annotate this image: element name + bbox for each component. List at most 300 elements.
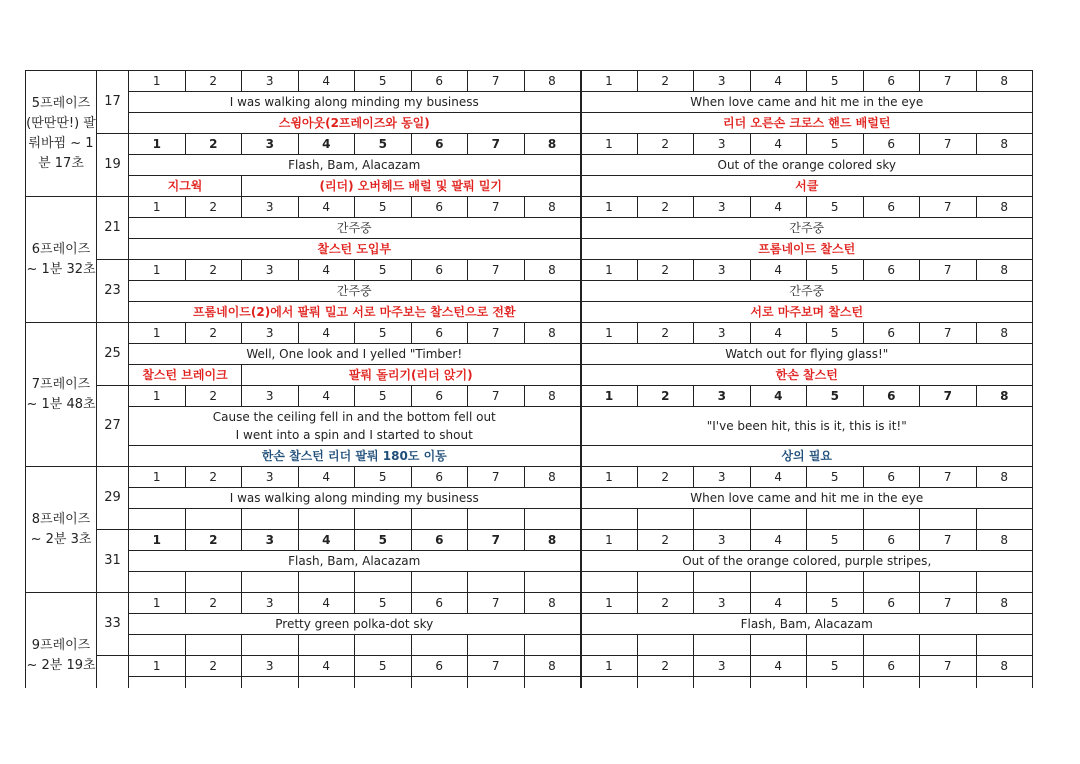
beat-count: 8	[976, 530, 1033, 551]
blank-cell	[976, 677, 1033, 689]
blank-cell	[411, 635, 468, 656]
move-cell: 한손 찰스턴 리더 팔뤄 180도 이동	[129, 446, 581, 467]
beat-count: 1	[129, 323, 186, 344]
beat-count: 1	[581, 134, 638, 155]
beat-count: 1	[581, 197, 638, 218]
beat-count: 5	[807, 656, 864, 677]
phrase-label: 8프레이즈 ~ 2분 3초	[26, 467, 97, 593]
blank-cell	[129, 509, 186, 530]
beat-count: 4	[750, 260, 807, 281]
beat-count: 4	[750, 530, 807, 551]
blank-cell	[524, 509, 581, 530]
blank-cell	[129, 572, 186, 593]
move-row	[26, 365, 1033, 386]
beat-count: 1	[129, 593, 186, 614]
blank-cell	[411, 509, 468, 530]
blank-cell	[581, 677, 638, 689]
beat-count: 7	[920, 71, 977, 92]
beat-count: 4	[750, 134, 807, 155]
lyric-cell: I was walking along minding my business	[129, 92, 581, 113]
beat-count: 8	[976, 197, 1033, 218]
blank-cell	[863, 677, 920, 689]
beat-count: 6	[411, 197, 468, 218]
move-cell: 리더 오른손 크로스 핸드 배럴턴	[581, 113, 1033, 134]
beat-count: 4	[750, 386, 807, 407]
blank-cell	[750, 635, 807, 656]
lyric-cell: 간주중	[129, 281, 581, 302]
measure-number: 19	[97, 134, 129, 197]
blank-cell	[185, 572, 242, 593]
blank-cell	[242, 509, 299, 530]
beat-count: 3	[694, 467, 751, 488]
beat-count: 2	[185, 134, 242, 155]
move-cell: 스윙아웃(2프레이즈와 동일)	[129, 113, 581, 134]
blank-cell	[807, 572, 864, 593]
beat-count: 2	[637, 467, 694, 488]
beat-count: 1	[129, 71, 186, 92]
beat-count: 4	[298, 386, 355, 407]
blank-cell	[694, 635, 751, 656]
beat-count: 4	[298, 71, 355, 92]
beat-count: 5	[807, 593, 864, 614]
lyric-cell: Pretty green polka-dot sky	[129, 614, 581, 635]
beat-count: 8	[976, 386, 1033, 407]
blank-cell	[976, 635, 1033, 656]
lyric-cell: Flash, Bam, Alacazam	[129, 551, 581, 572]
beat-count: 2	[637, 593, 694, 614]
blank-cell	[694, 572, 751, 593]
blank-cell	[411, 572, 468, 593]
phrase-label: 7프레이즈 ~ 1분 48초	[26, 323, 97, 467]
blank-cell	[411, 677, 468, 689]
beat-count: 1	[581, 323, 638, 344]
beat-count: 3	[242, 323, 299, 344]
blank-cell	[637, 572, 694, 593]
beat-count: 4	[750, 197, 807, 218]
lyric-cell: 간주중	[581, 281, 1033, 302]
move-row	[26, 302, 1033, 323]
beat-count: 3	[242, 467, 299, 488]
beat-count: 7	[468, 656, 525, 677]
beat-row	[26, 467, 1033, 488]
beat-row	[26, 134, 1033, 155]
beat-count: 6	[863, 467, 920, 488]
blank-cell	[694, 677, 751, 689]
beat-count: 6	[411, 656, 468, 677]
measure-number: 25	[97, 323, 129, 386]
beat-count: 2	[637, 323, 694, 344]
beat-count: 4	[298, 467, 355, 488]
choreography-sheet	[25, 70, 1033, 688]
blank-cell	[185, 677, 242, 689]
beat-count: 3	[694, 197, 751, 218]
lyric-row	[26, 677, 1033, 689]
beat-count: 5	[355, 197, 412, 218]
beat-count: 5	[807, 386, 864, 407]
beat-count: 3	[694, 260, 751, 281]
beat-count: 2	[185, 197, 242, 218]
beat-count: 2	[185, 530, 242, 551]
beat-count: 1	[129, 656, 186, 677]
beat-count: 3	[694, 593, 751, 614]
beat-count: 7	[920, 260, 977, 281]
beat-count: 6	[411, 134, 468, 155]
beat-count: 4	[298, 323, 355, 344]
beat-count: 7	[468, 197, 525, 218]
lyric-row	[26, 551, 1033, 572]
blank-cell	[524, 572, 581, 593]
beat-count: 3	[242, 197, 299, 218]
blank-cell	[863, 635, 920, 656]
beat-count: 1	[129, 197, 186, 218]
beat-count: 8	[976, 593, 1033, 614]
beat-count: 7	[920, 197, 977, 218]
beat-count: 5	[355, 593, 412, 614]
blank-cell	[750, 509, 807, 530]
beat-count: 6	[863, 197, 920, 218]
lyric-row	[26, 218, 1033, 239]
beat-count: 7	[920, 593, 977, 614]
beat-count: 7	[920, 134, 977, 155]
beat-count: 2	[637, 530, 694, 551]
measure-number: 31	[97, 530, 129, 593]
blank-cell	[298, 509, 355, 530]
move-cell: 찰스턴 도입부	[129, 239, 581, 260]
beat-count: 7	[468, 323, 525, 344]
blank-cell	[863, 572, 920, 593]
beat-count: 3	[242, 71, 299, 92]
beat-count: 2	[185, 656, 242, 677]
beat-count: 2	[185, 593, 242, 614]
blank-cell	[185, 509, 242, 530]
beat-count: 5	[807, 530, 864, 551]
beat-count: 8	[976, 323, 1033, 344]
beat-count: 8	[524, 656, 581, 677]
beat-count: 7	[920, 467, 977, 488]
beat-count: 6	[863, 134, 920, 155]
beat-count: 4	[750, 467, 807, 488]
blank-cell	[468, 572, 525, 593]
beat-count: 4	[750, 656, 807, 677]
beat-count: 1	[581, 593, 638, 614]
beat-count: 5	[355, 386, 412, 407]
beat-count: 8	[976, 656, 1033, 677]
lyric-cell: 간주중	[581, 218, 1033, 239]
lyric-cell: Out of the orange colored, purple stripes,	[581, 551, 1033, 572]
beat-count: 8	[524, 71, 581, 92]
beat-count: 8	[976, 467, 1033, 488]
move-row	[26, 113, 1033, 134]
beat-count: 7	[468, 71, 525, 92]
beat-row	[26, 197, 1033, 218]
phrase-label: 5프레이즈 (딴딴딴!) 팔뤄바뀜 ~ 1분 17초	[26, 71, 97, 197]
lyric-row	[26, 407, 1033, 446]
measure-number: 29	[97, 467, 129, 530]
lyric-row	[26, 488, 1033, 509]
move-row	[26, 509, 1033, 530]
beat-count: 5	[807, 134, 864, 155]
beat-count: 3	[694, 134, 751, 155]
beat-count: 1	[581, 71, 638, 92]
lyric-row	[26, 344, 1033, 365]
blank-cell	[807, 635, 864, 656]
lyric-cell: When love came and hit me in the eye	[581, 92, 1033, 113]
phrase-label: 9프레이즈 ~ 2분 19초	[26, 593, 97, 689]
measure-number: 23	[97, 260, 129, 323]
beat-count: 5	[807, 260, 864, 281]
beat-count: 3	[694, 656, 751, 677]
blank-cell	[355, 509, 412, 530]
beat-count: 1	[581, 530, 638, 551]
beat-count: 4	[750, 323, 807, 344]
lyric-cell: Flash, Bam, Alacazam	[129, 155, 581, 176]
beat-count: 1	[581, 467, 638, 488]
beat-count: 2	[185, 323, 242, 344]
beat-count: 2	[185, 71, 242, 92]
beat-count: 8	[524, 260, 581, 281]
beat-count: 8	[976, 134, 1033, 155]
beat-count: 2	[637, 71, 694, 92]
beat-count: 4	[750, 593, 807, 614]
beat-count: 5	[807, 197, 864, 218]
beat-count: 5	[355, 656, 412, 677]
blank-cell	[976, 509, 1033, 530]
move-row	[26, 635, 1033, 656]
move-cell: 팔뤄 돌리기(리더 앉기)	[242, 365, 581, 386]
beat-count: 3	[694, 71, 751, 92]
beat-count: 6	[863, 71, 920, 92]
beat-count: 6	[411, 530, 468, 551]
beat-count: 4	[298, 260, 355, 281]
blank-cell	[185, 635, 242, 656]
blank-cell	[242, 677, 299, 689]
lyric-cell	[129, 407, 581, 446]
move-cell: 상의 필요	[581, 446, 1033, 467]
beat-count: 1	[581, 260, 638, 281]
lyric-cell: When love came and hit me in the eye	[581, 488, 1033, 509]
blank-cell	[920, 677, 977, 689]
move-cell: 서클	[581, 176, 1033, 197]
beat-count: 8	[524, 593, 581, 614]
lyric-row	[26, 281, 1033, 302]
blank-cell	[298, 635, 355, 656]
beat-count: 3	[694, 386, 751, 407]
beat-count: 7	[468, 134, 525, 155]
phrase-label: 6프레이즈 ~ 1분 32초	[26, 197, 97, 323]
beat-count: 8	[524, 386, 581, 407]
beat-count: 5	[355, 134, 412, 155]
move-cell: 찰스턴 브레이크	[129, 365, 242, 386]
blank-cell	[298, 677, 355, 689]
beat-count: 2	[637, 134, 694, 155]
beat-count: 1	[129, 530, 186, 551]
beat-count: 1	[129, 134, 186, 155]
beat-count: 4	[298, 134, 355, 155]
blank-cell	[468, 509, 525, 530]
move-cell: (리더) 오버헤드 배럴 및 팔뤄 밀기	[242, 176, 581, 197]
beat-row	[26, 260, 1033, 281]
choreography-table	[25, 70, 1033, 688]
beat-count: 4	[298, 530, 355, 551]
lyric-row	[26, 155, 1033, 176]
beat-count: 1	[129, 386, 186, 407]
measure-number: 17	[97, 71, 129, 134]
lyric-row	[26, 614, 1033, 635]
blank-cell	[637, 635, 694, 656]
beat-count: 3	[242, 134, 299, 155]
beat-count: 5	[355, 530, 412, 551]
beat-count: 2	[637, 386, 694, 407]
beat-count: 2	[185, 467, 242, 488]
beat-count: 4	[298, 197, 355, 218]
move-cell: 지그웍	[129, 176, 242, 197]
beat-count: 3	[242, 593, 299, 614]
blank-cell	[468, 677, 525, 689]
blank-cell	[807, 509, 864, 530]
beat-count: 7	[920, 656, 977, 677]
beat-count: 5	[807, 71, 864, 92]
beat-count: 7	[468, 386, 525, 407]
blank-cell	[355, 635, 412, 656]
beat-count: 7	[468, 260, 525, 281]
blank-cell	[468, 635, 525, 656]
beat-count: 3	[242, 656, 299, 677]
move-cell: 서로 마주보며 찰스턴	[581, 302, 1033, 323]
lyric-cell: Out of the orange colored sky	[581, 155, 1033, 176]
beat-count: 7	[920, 323, 977, 344]
blank-cell	[355, 572, 412, 593]
beat-count: 3	[694, 323, 751, 344]
lyric-cell: Flash, Bam, Alacazam	[581, 614, 1033, 635]
beat-count: 8	[976, 260, 1033, 281]
lyric-cell: Well, One look and I yelled "Timber!	[129, 344, 581, 365]
move-cell: 프롬네이드 찰스턴	[581, 239, 1033, 260]
blank-cell	[581, 635, 638, 656]
beat-count: 1	[581, 656, 638, 677]
beat-count: 5	[807, 467, 864, 488]
measure-number: 33	[97, 593, 129, 656]
beat-count: 5	[355, 467, 412, 488]
move-row	[26, 572, 1033, 593]
move-row	[26, 176, 1033, 197]
lyric-line: I went into a spin and I started to shout	[235, 428, 473, 442]
beat-count: 5	[355, 71, 412, 92]
beat-row	[26, 386, 1033, 407]
beat-row	[26, 530, 1033, 551]
beat-count: 3	[694, 530, 751, 551]
beat-count: 8	[524, 323, 581, 344]
beat-count: 5	[807, 323, 864, 344]
lyric-cell: I was walking along minding my business	[129, 488, 581, 509]
beat-count: 2	[185, 386, 242, 407]
beat-count: 3	[242, 530, 299, 551]
blank-cell	[807, 677, 864, 689]
beat-count: 8	[524, 467, 581, 488]
measure-number: 21	[97, 197, 129, 260]
beat-row	[26, 71, 1033, 92]
beat-count: 4	[298, 656, 355, 677]
beat-count: 7	[920, 386, 977, 407]
measure-number: 27	[97, 386, 129, 467]
beat-count: 3	[242, 386, 299, 407]
blank-cell	[581, 509, 638, 530]
beat-count: 6	[411, 593, 468, 614]
blank-cell	[920, 509, 977, 530]
blank-cell	[298, 572, 355, 593]
beat-count: 6	[411, 467, 468, 488]
blank-cell	[863, 509, 920, 530]
beat-count: 3	[242, 260, 299, 281]
blank-cell	[524, 635, 581, 656]
move-cell: 한손 찰스턴	[581, 365, 1033, 386]
blank-cell	[242, 635, 299, 656]
beat-count: 1	[129, 467, 186, 488]
move-row	[26, 239, 1033, 260]
blank-cell	[750, 677, 807, 689]
beat-count: 5	[355, 260, 412, 281]
beat-count: 7	[468, 467, 525, 488]
lyric-cell: 간주중	[129, 218, 581, 239]
beat-count: 6	[411, 323, 468, 344]
blank-cell	[920, 635, 977, 656]
blank-cell	[524, 677, 581, 689]
beat-count: 6	[863, 386, 920, 407]
beat-count: 8	[976, 71, 1033, 92]
beat-count: 2	[637, 260, 694, 281]
beat-count: 2	[637, 656, 694, 677]
blank-cell	[920, 572, 977, 593]
lyric-cell: "I've been hit, this is it, this is it!"	[581, 407, 1033, 446]
beat-count: 8	[524, 197, 581, 218]
beat-count: 1	[581, 386, 638, 407]
beat-count: 2	[637, 197, 694, 218]
beat-count: 4	[298, 593, 355, 614]
lyric-line: Cause the ceiling fell in and the bottom fell out	[212, 410, 496, 424]
lyric-row	[26, 92, 1033, 113]
beat-count: 2	[185, 260, 242, 281]
beat-count: 6	[411, 260, 468, 281]
beat-count: 5	[355, 323, 412, 344]
beat-count: 4	[750, 71, 807, 92]
beat-row	[26, 323, 1033, 344]
blank-cell	[694, 509, 751, 530]
beat-count: 6	[863, 530, 920, 551]
beat-row	[26, 656, 1033, 677]
beat-count: 7	[920, 530, 977, 551]
blank-cell	[129, 677, 186, 689]
blank-cell	[637, 509, 694, 530]
beat-count: 8	[524, 134, 581, 155]
beat-count: 6	[863, 656, 920, 677]
beat-count: 6	[863, 323, 920, 344]
blank-cell	[129, 635, 186, 656]
beat-count: 8	[524, 530, 581, 551]
blank-cell	[750, 572, 807, 593]
blank-cell	[976, 572, 1033, 593]
move-cell: 프롬네이드(2)에서 팔뤄 밀고 서로 마주보는 찰스턴으로 전환	[129, 302, 581, 323]
blank-cell	[637, 677, 694, 689]
beat-row	[26, 593, 1033, 614]
lyric-cell: Watch out for flying glass!"	[581, 344, 1033, 365]
beat-count: 7	[468, 530, 525, 551]
move-row	[26, 446, 1033, 467]
blank-cell	[355, 677, 412, 689]
beat-count: 1	[129, 260, 186, 281]
beat-count: 6	[411, 71, 468, 92]
beat-count: 6	[863, 593, 920, 614]
blank-cell	[242, 572, 299, 593]
beat-count: 6	[411, 386, 468, 407]
